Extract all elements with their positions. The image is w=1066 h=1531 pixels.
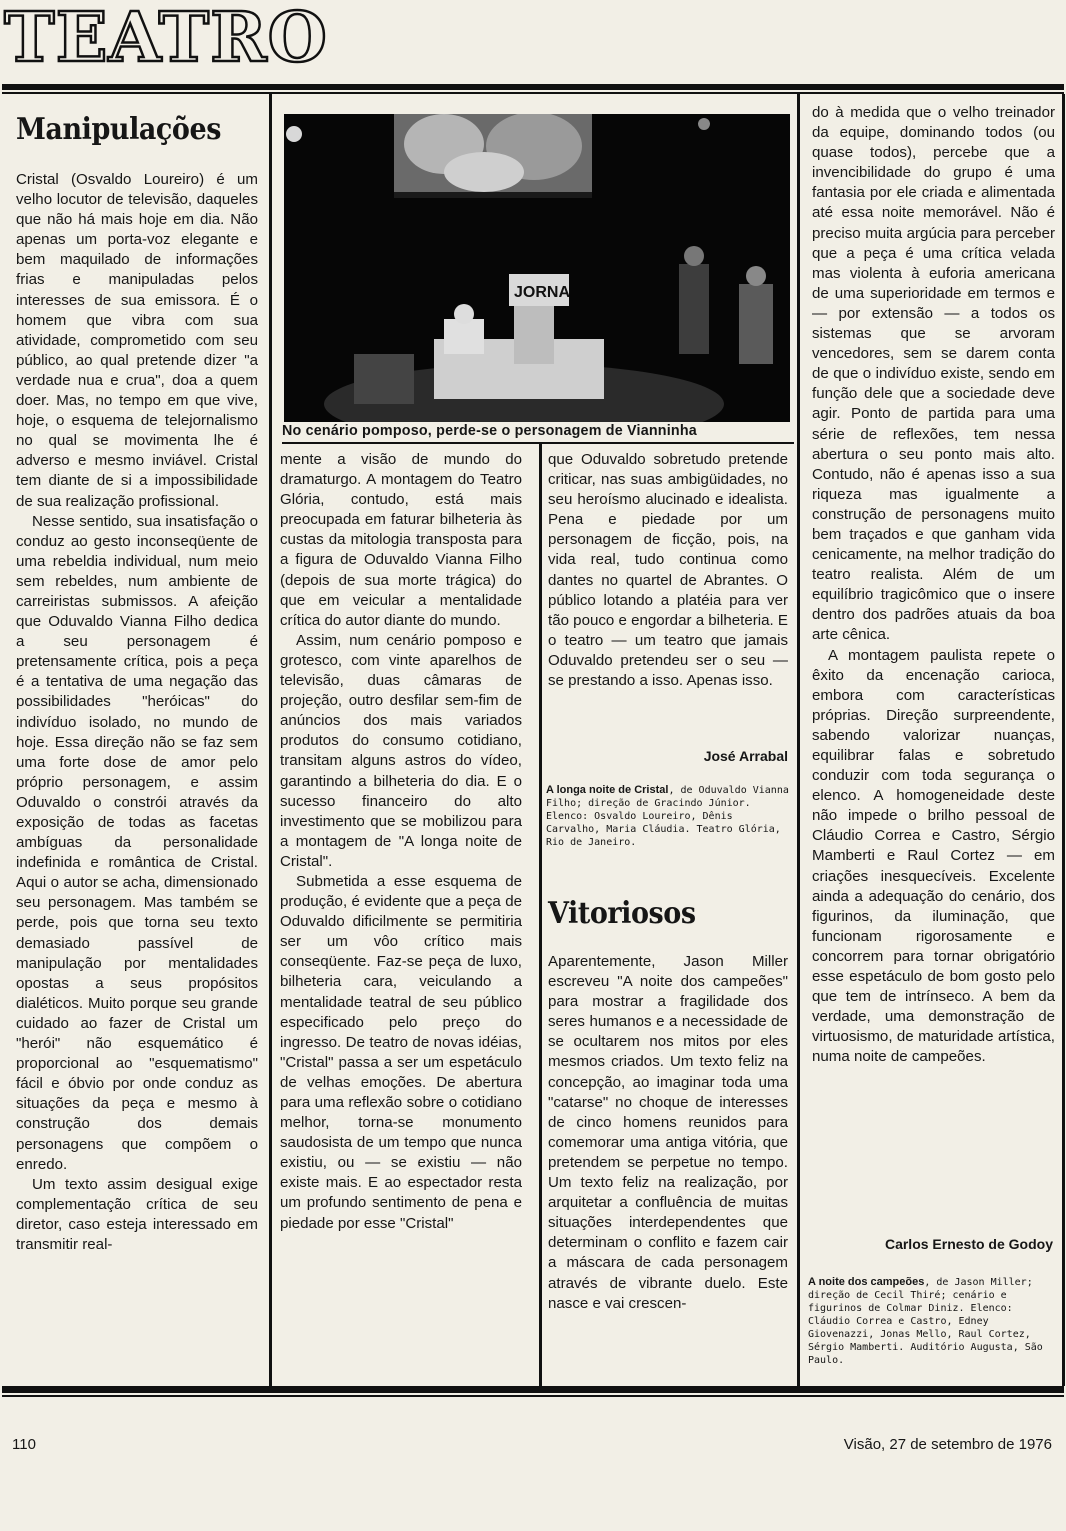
article1-column-2 [280, 450, 522, 1380]
page-number: 110 [12, 1436, 36, 1453]
paragraph: Aparentemente, Jason Miller escreveu "A noite dos campeões" para mostrar a fragilidade dos seres humanos e a necessidade de se ocultarem nos mitos por eles mesmos criados. Um texto feliz na concepção, ao imaginar toda uma "catarse" no choque de interesses de cinco homens reunidos para comemorar uma antiga vitória, que pretendem se perpetue no tempo. Um texto feliz na realização, por arquitetar a confluência de muitas situações interdependentes que determinam o conflito e fazem cair a máscara de cada personagem através de vibrante duelo. Este nasce e vai crescen- [548, 953, 788, 1312]
credits-title: A noite dos campeões [808, 1276, 925, 1288]
stage-photo [284, 114, 790, 422]
paragraph: Um texto assim desigual exige complementação crítica de seu diretor, caso esteja interessado em transmitir real- [16, 1175, 258, 1253]
article1-credits [546, 784, 790, 849]
article2-credits [808, 1276, 1056, 1367]
article2-byline: Carlos Ernesto de Godoy [884, 1236, 1053, 1252]
bottom-rule [2, 1386, 1064, 1393]
paragraph: que Oduvaldo sobretudo pretende criticar, nas suas ambigüidades, no seu heroísmo alucinado e idealista. Pena e piedade por um personagem de ficção, pois, na vida real, tudo continua como dantes no quartel de Abrantes. O público lotando a platéia para ver tão pouco e engordar a bilheteria. E o teatro — um teatro que jamais Oduvaldo pretendeu ser o seu — se prestando a isso. Apenas isso. [548, 451, 788, 690]
credits-text: , de Oduvaldo Vianna Filho; direção de Gracindo Júnior. Elenco: Osvaldo Loureiro, Dênis Carvalho, Maria Cláudia. Teatro Glória, Rio de Janeiro. [546, 785, 789, 848]
credits-title: A longa noite de Cristal [546, 784, 669, 796]
paragraph: A montagem paulista repete o êxito da encenação carioca, embora com características próprias. Direção surpreendente, sabendo valorizar nuanças, equilibrar falas e sobretudo conduzir com toda segurança o elenco. A homogeneidade deste não impede o brilho pessoal de Cláudio Correa e Castro, Sérgio Mamberti e Raul Cortez — em criações inesquecíveis. Excelente ainda a adequação do cenário, dos figurinos, da iluminação, que funcionam rigorosamente e concorrem para tornar obrigatório esse espetáculo de bom gosto pelo que tem de intrínseco. A bem da verdade, uma demonstração de virtuosismo, de maturidade artística, numa noite de campeões. [812, 646, 1055, 1066]
bottom-rule-thin [2, 1395, 1064, 1397]
top-rule [2, 84, 1064, 90]
article1-headline: Manipulações [16, 112, 221, 147]
sign-text: JORNA [514, 284, 571, 301]
article2-column-3 [548, 952, 788, 1382]
top-rule-thin [2, 92, 1064, 94]
section-title: TEATRO [4, 0, 328, 78]
stage-scene-illustration [284, 114, 790, 422]
credits-text: , de Jason Miller; direção de Cecil Thiré; cenário e figurinos de Colmar Diniz. Elenco: Cláudio Correa e Castro, Edney Giovenazzi, Jonas Mello, Raul Cortez, Sérgio Mamberti. Auditório Augusta, São Paulo. [808, 1277, 1043, 1366]
article2-headline: Vitoriosos [548, 896, 696, 931]
paragraph: Cristal (Osvaldo Loureiro) é um velho locutor de televisão, daqueles que não há mais hoje em dia. Não apenas um porta-voz elegante e bem maquilado de informações frias e manipuladas pelos interesses de sua emissora. É o homem que vibra com sua atividade, comprometido com seu público, ao qual pretende dizer "a verdade nua e crua", doa a quem doer. Mas, no tempo em que vive, hoje, o esquema de telejornalismo no qual se movimenta lhe é adverso e mesmo inviável. Cristal tem diante de si a impossibilidade de sua realização profissional. [16, 171, 258, 510]
paragraph: Assim, num cenário pomposo e grotesco, com vinte aparelhos de televisão, duas câmaras de projeção, outro desfilar sem-fim de anúncios dos mais variados produtos do consumo cotidiano, transitam alguns astros do vídeo, garantindo a bilheteria do dia. E o sucesso financeiro do alto investimento que se mobilizou para a montagem de "A longa noite de Cristal". [280, 631, 522, 870]
column-divider [539, 444, 542, 1386]
column-divider [797, 94, 800, 1386]
photo-caption: No cenário pomposo, perde-se o personagem de Vianninha [282, 423, 697, 439]
paragraph: mente a visão de mundo do dramaturgo. A montagem do Teatro Glória, contudo, está mais preocupada em faturar bilheteria às custas da mitologia transposta para a figura de Oduvaldo Vianna Filho (depois de sua morte trágica) do que em veicular a mentalidade crítica do autor diante do mundo. [280, 451, 522, 629]
article2-column-4 [812, 103, 1055, 1223]
column-divider [269, 94, 272, 1386]
paragraph: Nesse sentido, sua insatisfação o conduz ao gesto inconseqüente de uma rebeldia individual, num meio sem rebeldes, num ambiente de carreiristas submissos. A afeição que Oduvaldo Vianna Filho dedica a seu personagem é pretensamente crítica, pois a peça é a tentativa de uma negação das possibilidades "heróicas" do indivíduo isolado, no mundo de hoje. Essa direção não se faz sem uma forte dose de amor pelo próprio personagem, e assim Oduvaldo o constrói através da exposição de todas as facetas ambíguas da personalidade indefinida e romântica de Cristal. Aqui o autor se acha, dimensionado seu personagem. Mas também se perde, pois que torna seu texto demasiado passível de manipulação por mentalidades opostas a seus propósitos dialéticos. Muito porque seu grande cuidado ao fazer de Cristal um "herói" não esquemático é proporcional ao "esquematismo" fácil e óbvio por onde conduz as situações da peça e mesmo à construção dos demais personagens que compõem o enredo. [16, 512, 258, 1173]
paragraph: Submetida a esse esquema de produção, é evidente que a peça de Oduvaldo dificilmente se permitiria ser um vôo crítico mais conseqüente. Faz-se peça de luxo, bilheteria cara, veiculando a mentalidade teatral de seu público especificado pelo preço do ingresso. De teatro de novas idéias, "Cristal" passa a ser um espetáculo de velhas emoções. De abertura para uma reflexão sobre o cotidiano melhor, torna-se monumento saudosista de um tempo que nunca existiu, ou — se existiu — não existe mais. E ao espectador resta um profundo sentimento de pena e piedade por esse "Cristal" [280, 872, 522, 1232]
right-border [1062, 94, 1065, 1386]
article1-column-3 [548, 450, 788, 735]
caption-rule [282, 442, 794, 444]
publication-date: Visão, 27 de setembro de 1976 [843, 1436, 1052, 1453]
article1-byline: José Arrabal [703, 748, 788, 764]
article1-column-1 [16, 170, 258, 1380]
paragraph: do à medida que o velho treinador da equipe, dominando todos (ou quase todos), percebe que a invencibilidade do grupo é uma fantasia por ele criada e alimentada até essa noite memorável. Não é preciso muita argúcia para perceber que a peça é uma crítica velada mas violenta à euforia americana de uma superioridade em termos e — por extensão — a todos os sistemas que se arvoram vencedores, sem se darem conta de que o indivíduo existe, sendo em função dele que a sociedade deve agir. Ponto de partida para uma série de reflexões, tem nessa abertura o seu ponto mais alto. Contudo, não é apenas isso a sua riqueza mas igualmente a construção de personagens muito bem traçados e que ganham vida cenicamente, na melhor tradição do teatro realista. Além de um equilíbrio tragicômico que o insere dentro dos padrões atuais da boa arte cênica. [812, 104, 1055, 644]
